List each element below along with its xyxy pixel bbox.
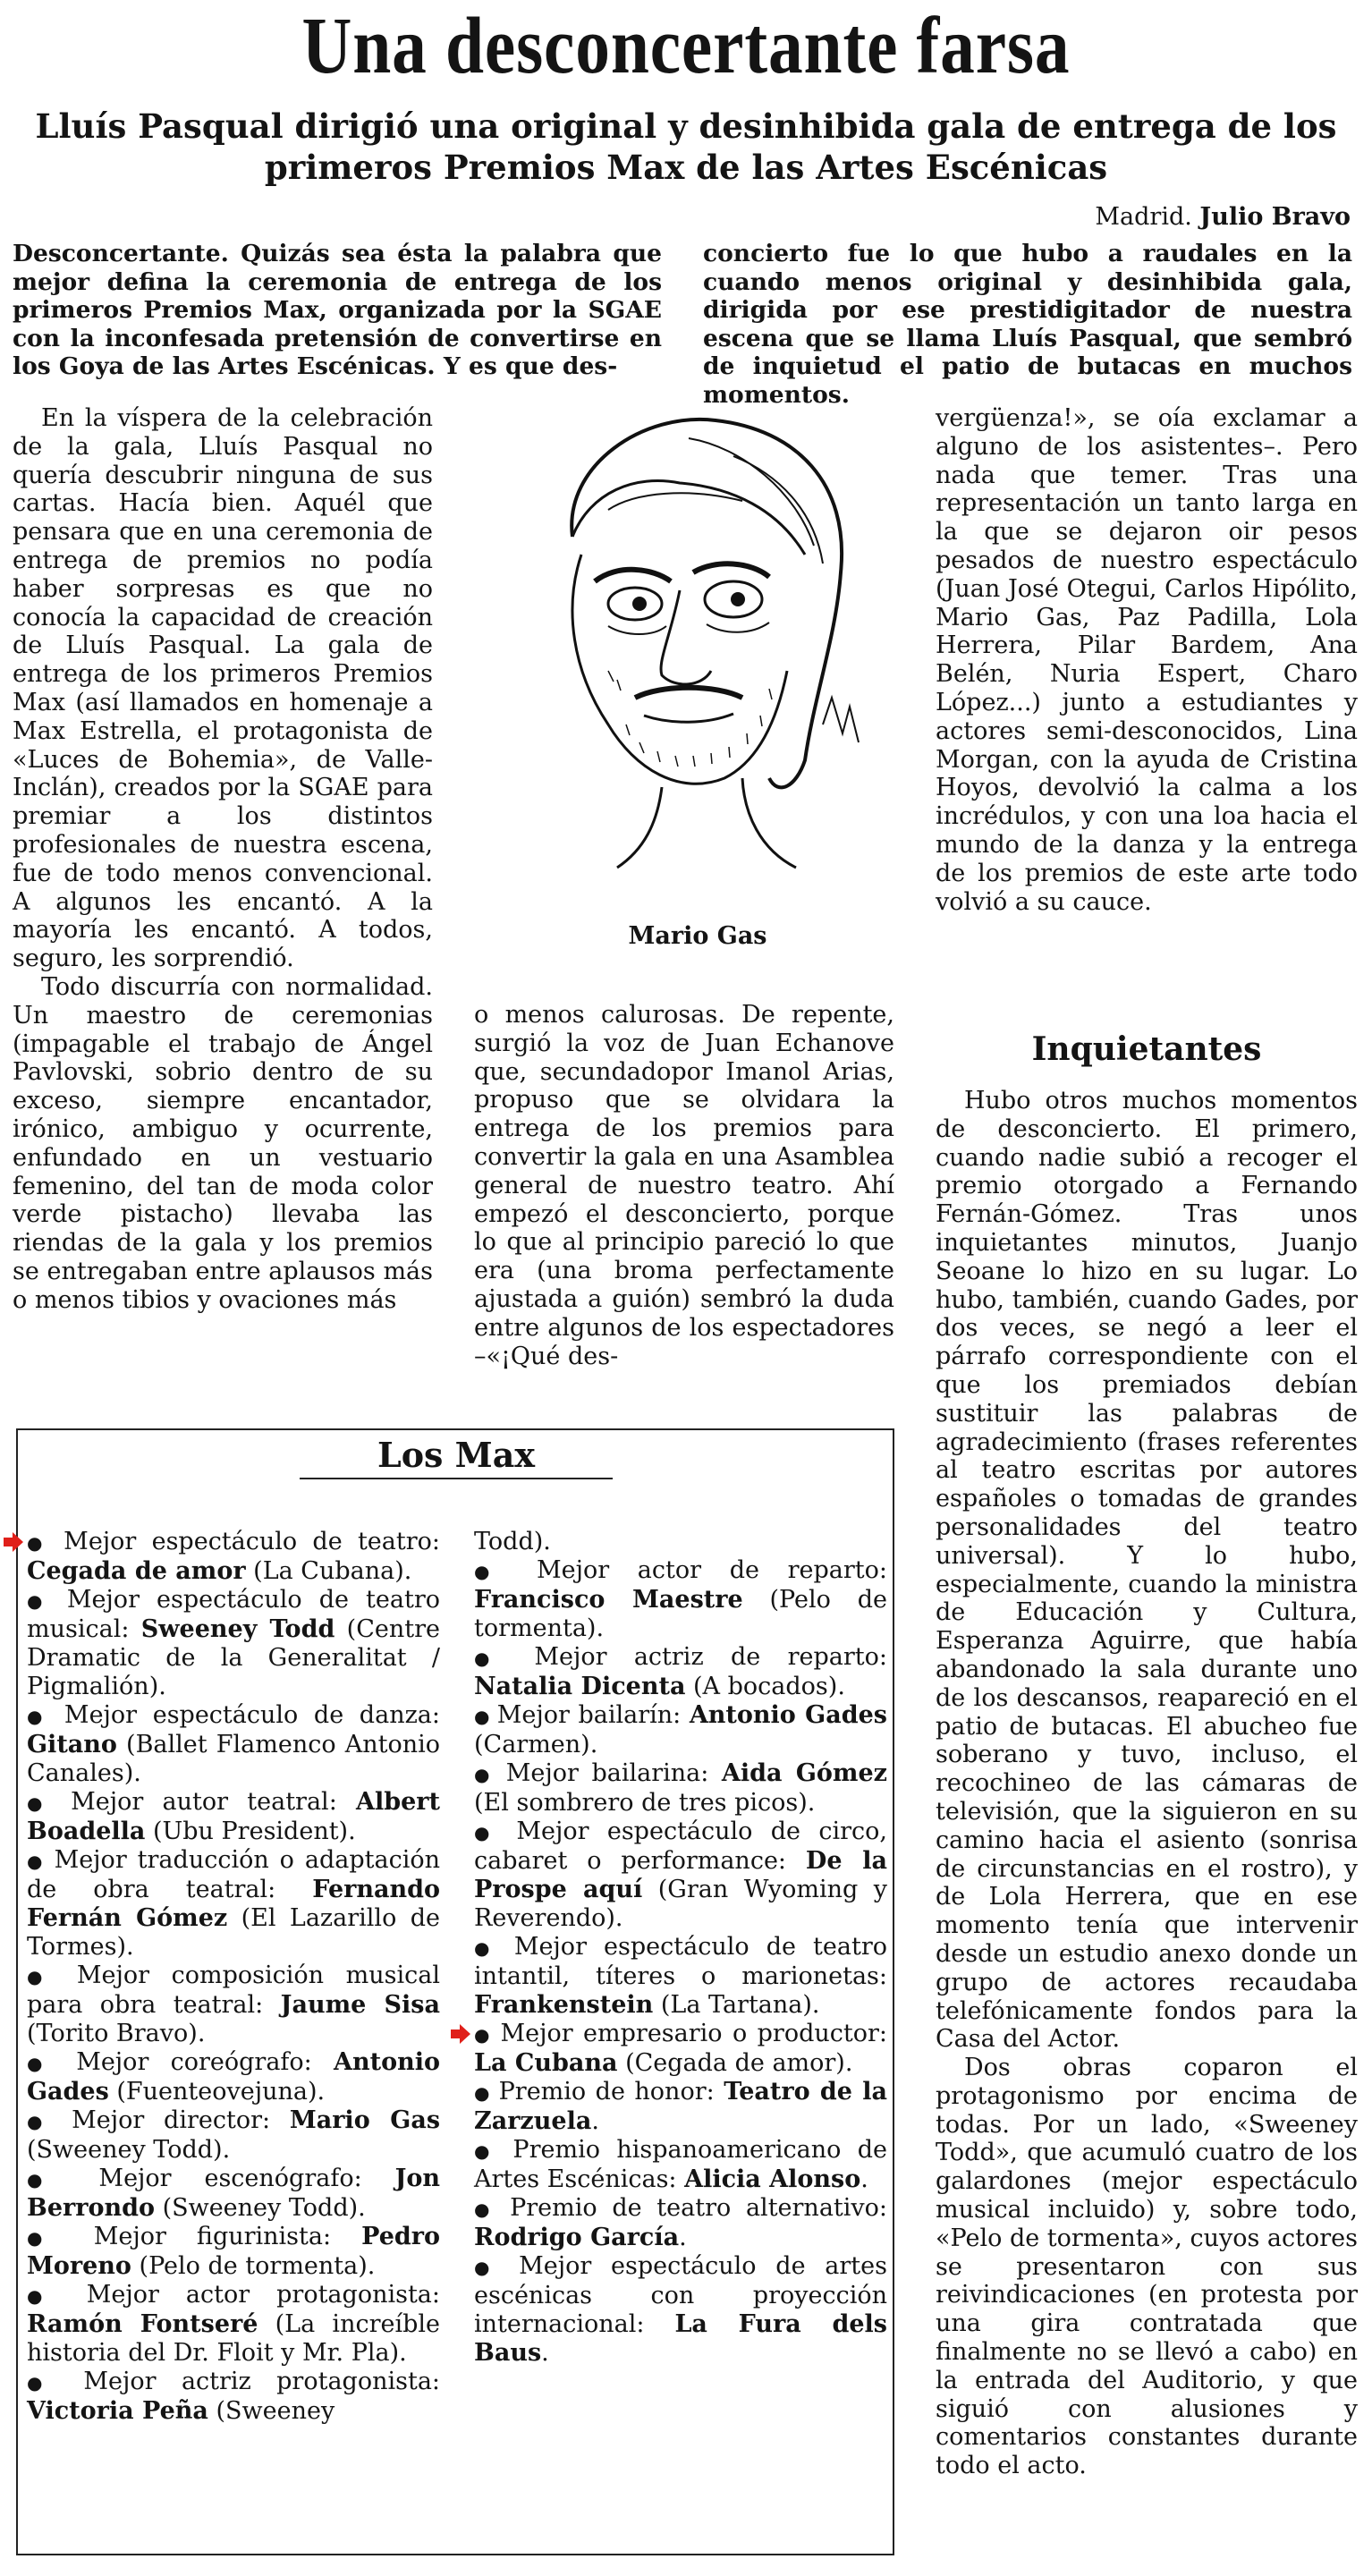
award-category: Mejor actriz de reparto: <box>534 1643 887 1671</box>
award-work: (Centre Dramatic de la Generalitat / Pigmalión). <box>27 1615 440 1700</box>
col3-paragraph-1: Hubo otros muchos momentos de desconcierto. El primero, cuando nadie subió a recoger el premio otorgado a Fernando Fernán-Gómez. Tras unos inquietantes minutos, Juanjo Seoane lo hizo en su lugar. Lo hubo, también, cuando Gades, por dos veces, se negó a leer el párrafo correspondiente con el que los premiados debían sustituir las palabras de agradecimiento (frases referentes al teatro escritas por autores españoles o tomadas de grandes personalidades del teatro universal). Y lo hubo, especialmente, cuando la ministra de Educación y Cultura, Esperanza Aguirre, que había abandonado la sala durante uno de los descansos, reapareció en el patio de butacas. El abucheo fue soberano y tuvo, incluso, el recochineo de las cámaras de televisión, que la siguieron en su camino hacia el asiento (sonrisa de circunstancias en el rostro), y de Lola Herrera, que en ese momento tenía que intervenir desde un estudio anexo donde un grupo de actores recaudaba telefónicamente fondos para la Casa del Actor. <box>936 1087 1358 2054</box>
award-category: Mejor actor de reparto: <box>536 1556 888 1584</box>
award-winner: Aida Gómez <box>721 1759 887 1787</box>
award-category: Mejor composición musical para obra teatral: <box>27 1962 441 2019</box>
award-work: (A bocados). <box>685 1673 845 1700</box>
col1-paragraph-1: En la víspera de la celebración de la gala, Lluís Pasqual no quería descubrir ninguna de sus cartas. Hacía bien. Aquél que pensara que en una ceremonia de entrega de premios no podía haber sorpresas es que no conocía la capacidad de creación de Lluís Pasqual. La gala de entrega de los primeros Premios Max (así llamados en homenaje a Max Estrella, el protagonista de «Luces de Bohemia», de Valle-Inclán), creados por la SGAE para premiar a los distintos profesionales de nuestra escena, fue de todo menos convencional. A algunos les encantó. A la mayoría les encantó. A todos, seguro, les sorprendió. <box>13 404 433 973</box>
bullet-icon: ● <box>27 2111 72 2132</box>
award-winner: Natalia Dicenta <box>474 1673 686 1700</box>
award-category: Mejor coreógrafo: <box>76 2048 335 2076</box>
awards-list-right <box>474 1528 887 2368</box>
bullet-icon: ● <box>27 1706 64 1727</box>
award-category: Mejor autor teatral: <box>71 1788 357 1816</box>
bullet-icon: ● <box>27 2372 84 2394</box>
byline-author: Julio Bravo <box>1199 203 1351 231</box>
column-2 <box>474 1001 894 1370</box>
awards-continuation: Todd). <box>474 1528 551 1555</box>
award-item <box>474 1701 887 1759</box>
award-work: (Gran Wyoming y Reverendo). <box>474 1876 887 1932</box>
award-work: (La Cubana). <box>245 1557 412 1585</box>
award-winner: Teatro de la Zarzuela <box>474 2078 887 2135</box>
award-category: Mejor espectáculo de artes escénicas con proyección internacional: <box>474 2252 887 2338</box>
award-winner: Jaume Sisa <box>280 1991 440 2019</box>
award-work: (El sombrero de tres picos). <box>474 1789 816 1817</box>
award-category: Mejor escenógrafo: <box>98 2165 395 2192</box>
award-work: (Carmen). <box>474 1731 598 1758</box>
bullet-icon: ● <box>27 2169 99 2190</box>
award-work: . <box>860 2165 868 2193</box>
award-work: (Sweeney <box>207 2397 335 2425</box>
award-work: (La Tartana). <box>653 1991 820 2019</box>
award-work: (Cegada de amor). <box>617 2049 853 2077</box>
award-item <box>27 1586 440 1701</box>
award-item <box>474 2194 887 2252</box>
award-work: . <box>591 2107 599 2135</box>
lead-left-text: Desconcertante. Quizás sea ésta la palabra que mejor defina la ceremonia de entrega de los primeros Premios Max, organizada por la SGAE con la inconfesada pretensión de convertirse en los Goya de las Artes Escénicas. Y es que des- <box>13 240 662 380</box>
award-work: . <box>679 2224 687 2251</box>
award-item <box>474 1556 887 1643</box>
award-winner: Antonio Gades <box>27 2048 440 2106</box>
award-item <box>474 1643 887 1701</box>
award-winner: Ramón Fontseré <box>27 2310 258 2338</box>
red-arrow-icon <box>451 2024 470 2044</box>
bullet-icon: ● <box>27 2285 87 2307</box>
bullet-icon: ● <box>27 1851 55 1872</box>
award-work: (Ballet Flamenco Antonio Canales). <box>27 1731 440 1787</box>
bullet-icon: ● <box>474 1648 535 1669</box>
award-category: Mejor traducción o adaptación de obra teatral: <box>27 1846 440 1903</box>
award-work: . <box>541 2339 549 2367</box>
column-1 <box>13 404 433 1315</box>
column-3-body <box>936 1087 1358 2480</box>
award-item <box>474 2136 887 2194</box>
column-3-top <box>936 404 1358 916</box>
subheadline: Lluís Pasqual dirigió una original y desinhibida gala de entrega de los primeros Premios Max de las Artes Escénicas <box>35 106 1337 187</box>
award-winner: Frankenstein <box>474 1991 654 2019</box>
award-winner: La Fura dels Baus <box>474 2310 888 2367</box>
award-item <box>27 1701 440 1788</box>
award-category: Mejor director: <box>72 2106 290 2134</box>
award-item <box>27 2223 440 2281</box>
award-category: Mejor espectáculo de teatro musical: <box>27 1586 440 1643</box>
award-category: Mejor espectáculo de danza: <box>64 1701 440 1729</box>
bullet-icon: ● <box>474 1764 506 1785</box>
award-item <box>27 1528 440 1586</box>
award-item <box>27 1962 440 2048</box>
lead-left <box>13 240 662 381</box>
col3-top-text: vergüenza!», se oía exclamar a alguno de los asistentes–. Pero nada que temer. Tras una representación un tanto larga en la que se dejaron oir pesos pesados de nuestro espectáculo (Juan José Otegui, Carlos Hipólito, Mario Gas, Paz Padilla, Lola Herrera, Pilar Bardem, Ana Belén, Nuria Espert, Charo López...) junto a estudiantes y actores semi-desconocidos, Lina Morgan, con la ayuda de Cristina Hoyos, devolvió la calma a los incrédulos, y con una loa hacia el mundo de la danza y la entrega de los premios de este arte todo volvió a su cauce. <box>936 404 1358 916</box>
bullet-icon: ● <box>474 1561 537 1582</box>
award-item <box>27 2048 440 2106</box>
award-winner: Antonio Gades <box>689 1701 887 1729</box>
bullet-icon: ● <box>27 1792 72 1814</box>
award-winner: Victoria Peña <box>27 2397 208 2425</box>
award-winner: Mario Gas <box>289 2106 441 2134</box>
award-winner: Jon Berrondo <box>27 2165 440 2222</box>
awards-list-left <box>27 1528 440 2426</box>
bullet-icon: ● <box>27 2227 94 2249</box>
award-winner: Albert Boadella <box>27 1788 441 1845</box>
award-work: (Sweeney Todd). <box>27 2136 231 2164</box>
award-category: Mejor espectáculo de teatro: <box>64 1528 440 1555</box>
award-work: (La increíble historia del Dr. Floit y Mr. Pla). <box>27 2310 440 2367</box>
award-winner: Fernando Fernán Gómez <box>27 1876 440 1932</box>
award-item <box>27 2281 440 2368</box>
award-work: (Torito Bravo). <box>27 2020 206 2047</box>
award-work: (Sweeney Todd). <box>154 2194 366 2222</box>
headline: Una desconcertante farsa <box>301 2 1071 90</box>
caricature-caption: Mario Gas <box>628 922 767 950</box>
award-category: Mejor empresario o productor: <box>500 2020 887 2047</box>
award-item <box>27 2368 440 2426</box>
award-item <box>474 1818 887 1933</box>
bullet-icon: ● <box>27 2053 77 2074</box>
bullet-icon: ● <box>474 1822 517 1843</box>
bullet-icon: ● <box>474 2140 513 2162</box>
award-work: (El Lazarillo de Tormes). <box>27 1904 440 1961</box>
award-category: Mejor actor protagonista: <box>86 2281 440 2309</box>
award-work: (Ubu President). <box>145 1818 356 1845</box>
award-winner: Rodrigo García <box>474 2224 680 2251</box>
award-item <box>474 1933 887 2020</box>
awards-box-rule <box>300 1478 613 1479</box>
award-category: Premio de honor: <box>498 2078 724 2106</box>
award-item <box>474 2252 887 2368</box>
award-item <box>474 2020 887 2078</box>
award-category: Premio de teatro alternativo: <box>510 2194 888 2222</box>
award-category: Mejor bailarina: <box>505 1759 722 1787</box>
lead-right-text: concierto fue lo que hubo a raudales en la cuando menos original y desinhibida gala, dirigida por ese prestidigitador de nuestra escena que se llama Lluís Pasqual, que sembró de inquietud el patio de butacas en muchos momentos. <box>703 240 1352 409</box>
award-item <box>27 2106 440 2165</box>
award-winner: De la Prospe aquí <box>474 1847 887 1903</box>
award-item <box>27 1846 440 1962</box>
award-work: (Pelo de tormenta). <box>474 1586 887 1642</box>
col3-paragraph-2: Dos obras coparon el protagonismo por encima de todas. Por un lado, «Sweeney Todd», que acumuló cuatro de los galardones (mejor espectáculo musical incluido) y, sobre todo, «Pelo de tormenta», cuyos actores se presentaron con sus reivindicaciones (en protesta por una gira contratada que finalmente no se llevó a cabo) en la entrada del Auditorio, y que siguió con alusiones y comentarios constantes durante todo el acto. <box>936 2054 1358 2480</box>
red-arrow-icon <box>4 1532 23 1552</box>
award-category: Mejor bailarín: <box>496 1701 690 1729</box>
award-winner: Sweeney Todd <box>140 1615 335 1643</box>
bullet-icon: ● <box>27 1966 77 1987</box>
award-winner: Francisco Maestre <box>474 1586 743 1614</box>
award-item <box>474 1759 887 1818</box>
bullet-icon: ● <box>27 1532 64 1554</box>
award-winner: Pedro Moreno <box>27 2223 440 2280</box>
bullet-icon: ● <box>474 2199 511 2220</box>
award-category: Mejor espectáculo de teatro intantil, títeres o marionetas: <box>474 1933 887 1990</box>
col2-text: o menos calurosas. De repente, surgió la voz de Juan Echanove que, secundadopor Imanol Arias, propuso que se olvidara la entrega de los premios para convertir la gala en una Asamblea general de nuestro teatro. Ahí empezó el desconcierto, porque lo que al principio pareció lo que era (una broma perfectamente ajustada a guión) sembró la duda entre algunos de los espectadores –«¡Qué des- <box>474 1001 894 1370</box>
byline <box>1095 202 1351 233</box>
section-subtitle: Inquietantes <box>1031 1030 1262 1068</box>
bullet-icon: ● <box>27 1590 67 1612</box>
award-work: (Pelo de tormenta). <box>131 2252 376 2280</box>
bullet-icon: ● <box>474 2024 501 2046</box>
col1-paragraph-2: Todo discurría con normalidad. Un maestro de ceremonias (impagable el trabajo de Ángel Pavlovski, sobrio dentro de su exceso, siempre encantador, irónico, ambiguo y ocurrente, enfundado en un vestuario femenino, del tan de moda color verde pistacho) llevaba las riendas de la gala y los premios se entregaban entre aplausos más o menos tibios y ovaciones más <box>13 972 433 1314</box>
bullet-icon: ● <box>474 1937 514 1959</box>
award-winner: Cegada de amor <box>27 1557 246 1585</box>
lead-right <box>703 240 1352 409</box>
awards-box-title: Los Max <box>377 1435 536 1475</box>
award-category: Mejor espectáculo de circo, cabaret o performance: <box>474 1818 887 1875</box>
award-item <box>27 1788 440 1846</box>
award-item <box>27 2165 440 2223</box>
award-category: Mejor actriz protagonista: <box>83 2368 441 2395</box>
caricature-illustration <box>510 402 885 921</box>
award-category: Mejor figurinista: <box>93 2223 362 2250</box>
bullet-icon: ● <box>474 1706 497 1727</box>
bullet-icon: ● <box>474 2082 499 2104</box>
bullet-icon: ● <box>474 2257 520 2278</box>
byline-place: Madrid. <box>1095 203 1192 231</box>
award-category: Premio hispanoamericano de Artes Escénicas: <box>474 2136 887 2193</box>
award-work: (Fuenteovejuna). <box>108 2078 326 2106</box>
award-item <box>474 2078 887 2136</box>
award-winner: Gitano <box>27 1731 117 1758</box>
award-winner: Alicia Alonso <box>684 2165 861 2193</box>
award-winner: La Cubana <box>474 2049 618 2077</box>
